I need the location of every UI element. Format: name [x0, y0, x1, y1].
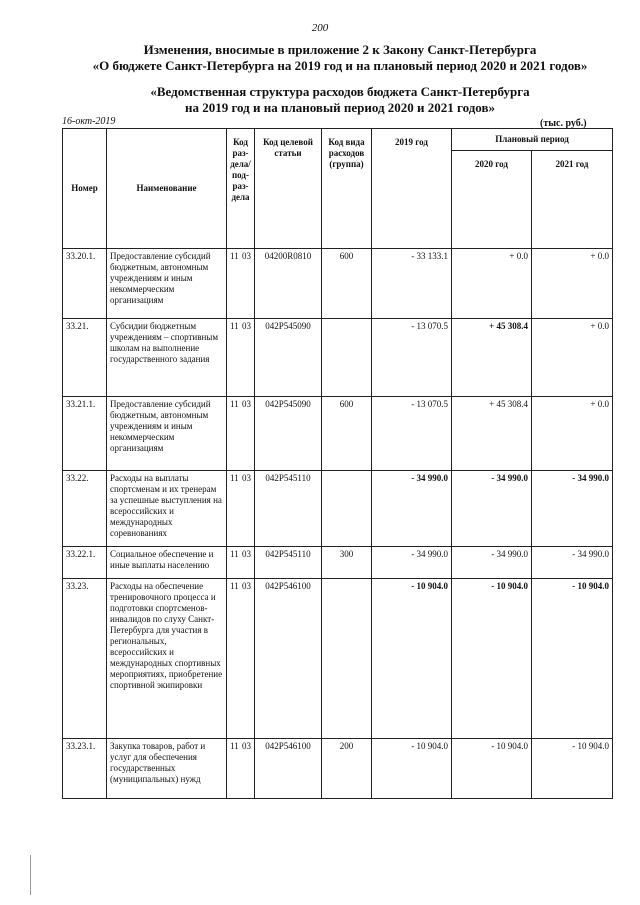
budget-table — [62, 128, 613, 799]
section-code: 11 — [230, 321, 239, 331]
row-2019: - 13 070.5 — [372, 397, 452, 471]
table-row — [63, 471, 613, 547]
row-target-code: 042Р545090 — [255, 319, 322, 397]
margin-line — [30, 855, 31, 895]
row-number: 33.22.1. — [63, 547, 107, 579]
row-2021: - 10 904.0 — [532, 579, 613, 739]
row-2019: - 10 904.0 — [372, 739, 452, 799]
row-number: 33.21.1. — [63, 397, 107, 471]
section-code: 11 — [230, 473, 239, 483]
row-target-code: 042Р545110 — [255, 471, 322, 547]
row-name: Субсидии бюджетным учреждениям – спортивным школам на выполнение государственного задания — [107, 319, 227, 397]
subsection-code: 03 — [242, 251, 251, 261]
row-2020: + 45 308.4 — [452, 319, 532, 397]
header-target: Код целевой статьи — [255, 129, 322, 249]
section-code: 11 — [230, 581, 239, 591]
header-section: Код раз-дела/ под-раз-дела — [227, 129, 255, 249]
row-expense-type: 200 — [322, 739, 372, 799]
row-section-code — [227, 249, 255, 319]
row-number: 33.22. — [63, 471, 107, 547]
page-number: 200 — [311, 22, 329, 34]
header-expense-type: Код вида расходов (группа) — [322, 129, 372, 249]
header-2019: 2019 год — [372, 129, 452, 249]
subsection-code: 03 — [242, 741, 251, 751]
row-section-code — [227, 471, 255, 547]
subtitle-line-1: «Ведомственная структура расходов бюджета Санкт-Петербурга — [150, 84, 530, 99]
row-number: 33.20.1. — [63, 249, 107, 319]
row-2020: - 34 990.0 — [452, 547, 532, 579]
row-target-code: 042Р546100 — [255, 579, 322, 739]
row-target-code: 042Р545090 — [255, 397, 322, 471]
row-2020: - 10 904.0 — [452, 579, 532, 739]
document-title — [40, 42, 640, 74]
subsection-code: 03 — [242, 473, 251, 483]
table-row — [63, 547, 613, 579]
row-target-code: 042Р545110 — [255, 547, 322, 579]
row-number: 33.23. — [63, 579, 107, 739]
row-2019: - 10 904.0 — [372, 579, 452, 739]
title-line-2: «О бюджете Санкт-Петербурга на 2019 год и на плановый период 2020 и 2021 годов» — [92, 58, 588, 73]
header-number: Номер — [63, 129, 107, 249]
row-section-code — [227, 739, 255, 799]
row-name: Расходы на выплаты спортсменам и их тренерам за успешные выступления на всероссийских и международных соревнованиях — [107, 471, 227, 547]
row-2021: - 10 904.0 — [532, 739, 613, 799]
row-2020: - 34 990.0 — [452, 471, 532, 547]
row-expense-type: 600 — [322, 397, 372, 471]
row-2020: - 10 904.0 — [452, 739, 532, 799]
table-row — [63, 579, 613, 739]
header-planned: Плановый период — [452, 129, 613, 151]
row-name: Предоставление субсидий бюджетным, автономным учреждениям и иным некоммерческим организациям — [107, 397, 227, 471]
row-name: Социальное обеспечение и иные выплаты населению — [107, 547, 227, 579]
row-2020: + 45 308.4 — [452, 397, 532, 471]
row-2021: + 0.0 — [532, 319, 613, 397]
row-2021: + 0.0 — [532, 397, 613, 471]
table-row — [63, 739, 613, 799]
subsection-code: 03 — [242, 321, 251, 331]
table-row — [63, 397, 613, 471]
row-name: Предоставление субсидий бюджетным, автономным учреждениям и иным некоммерческим организациям — [107, 249, 227, 319]
row-target-code: 042Р546100 — [255, 739, 322, 799]
row-section-code — [227, 319, 255, 397]
header-2020: 2020 год — [452, 151, 532, 249]
row-2019: - 33 133.1 — [372, 249, 452, 319]
title-line-1: Изменения, вносимые в приложение 2 к Закону Санкт-Петербурга — [143, 42, 537, 57]
document-subtitle — [40, 84, 640, 116]
row-2021: + 0.0 — [532, 249, 613, 319]
subsection-code: 03 — [242, 581, 251, 591]
row-2019: - 34 990.0 — [372, 471, 452, 547]
row-number: 33.23.1. — [63, 739, 107, 799]
row-name: Расходы на обеспечение тренировочного процесса и подготовки спортсменов-инвалидов по слуху Санкт-Петербурга для участия в региональных, всероссийских и международных спортивных мероприятиях, приобретение спортивной экипировки — [107, 579, 227, 739]
subsection-code: 03 — [242, 399, 251, 409]
subtitle-line-2: на 2019 год и на плановый период 2020 и 2021 годов» — [184, 100, 495, 115]
table-body — [63, 249, 613, 799]
units-label: (тыс. руб.) — [540, 118, 587, 129]
row-target-code: 04200R0810 — [255, 249, 322, 319]
header-name: Наименование — [107, 129, 227, 249]
table-row — [63, 319, 613, 397]
section-code: 11 — [230, 549, 239, 559]
section-code: 11 — [230, 399, 239, 409]
section-code: 11 — [230, 251, 239, 261]
row-section-code — [227, 397, 255, 471]
row-section-code — [227, 579, 255, 739]
subsection-code: 03 — [242, 549, 251, 559]
row-2019: - 13 070.5 — [372, 319, 452, 397]
section-code: 11 — [230, 741, 239, 751]
row-number: 33.21. — [63, 319, 107, 397]
header-2021: 2021 год — [532, 151, 613, 249]
row-2019: - 34 990.0 — [372, 547, 452, 579]
row-expense-type: 300 — [322, 547, 372, 579]
row-name: Закупка товаров, работ и услуг для обеспечения государственных (муниципальных) нужд — [107, 739, 227, 799]
document-date: 16-окт-2019 — [62, 116, 116, 127]
row-2020: + 0.0 — [452, 249, 532, 319]
row-expense-type — [322, 579, 372, 739]
row-2021: - 34 990.0 — [532, 547, 613, 579]
table-row — [63, 249, 613, 319]
row-expense-type — [322, 471, 372, 547]
row-2021: - 34 990.0 — [532, 471, 613, 547]
row-section-code — [227, 547, 255, 579]
row-expense-type — [322, 319, 372, 397]
row-expense-type: 600 — [322, 249, 372, 319]
